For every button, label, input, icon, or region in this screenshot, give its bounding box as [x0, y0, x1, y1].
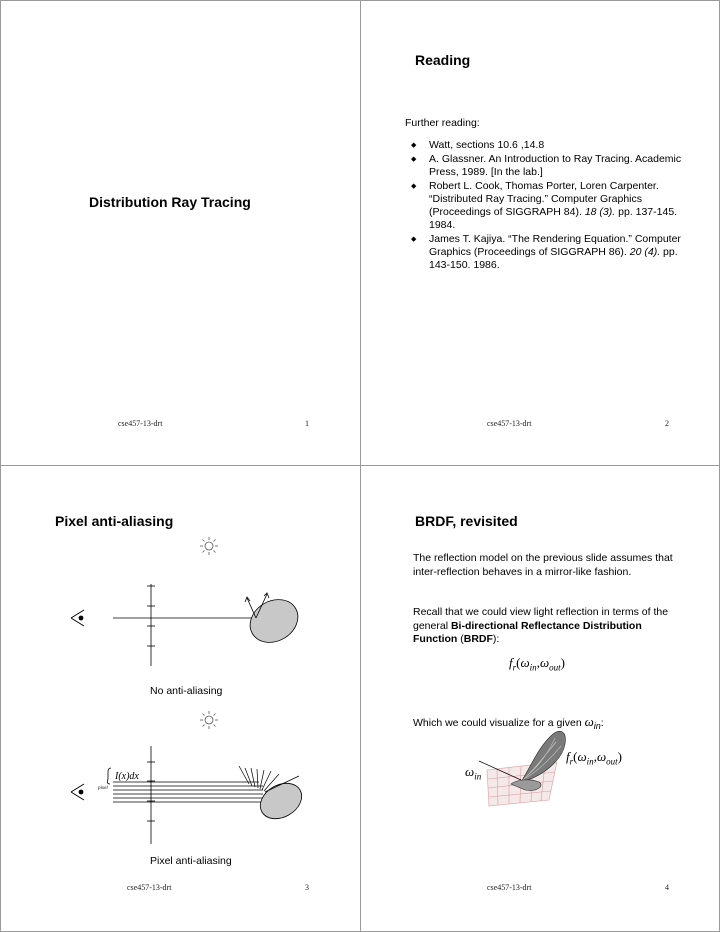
light-source-icon: [200, 711, 218, 729]
caption-pixel-aa: Pixel anti-aliasing: [150, 855, 232, 867]
slide-footer: cse457-13-drt: [487, 419, 532, 428]
page-number: 2: [665, 419, 669, 428]
paragraph: Which we could visualize for a given $\omega_{in}$:: [413, 714, 604, 732]
slide-footer: cse457-13-drt: [118, 419, 163, 428]
slide-4: [360, 465, 720, 932]
slide-2: [360, 0, 720, 466]
slide-3: [0, 465, 361, 932]
eye-icon: [71, 784, 84, 800]
list-item: ◆ James T. Kajiya. “The Rendering Equation.” Computer Graphics (Proceedings of SIGGRAPH 86). 20 (4). pp. 143-150. 1986.: [409, 233, 689, 272]
integral-icon: [107, 768, 111, 784]
slide-title: Pixel anti-aliasing: [55, 513, 174, 529]
page-number: 1: [305, 419, 309, 428]
lobe-formula-label: $f_r(\omega_{in},\omega_{out})$: [566, 749, 622, 767]
ray-bundle: [113, 782, 263, 802]
slide-title: Reading: [415, 52, 471, 68]
omega-in-label: $\omega_{in}$: [465, 764, 482, 782]
image-plane: [147, 584, 155, 666]
brdf-formula: $f_r(\omega_{in},\omega_{out})$: [509, 655, 565, 673]
list-item: ◆ A. Glassner. An Introduction to Ray Tracing. Academic Press, 1989. [In the lab.]: [409, 153, 689, 179]
paragraph: Recall that we could view light reflection in terms of the general Bi-directional Reflectance Distribution Function (BRDF):: [413, 606, 669, 645]
further-reading-label: Further reading:: [405, 117, 480, 129]
object-shape: [254, 776, 308, 826]
slide-title: BRDF, revisited: [415, 513, 518, 529]
reference-list: [409, 139, 689, 273]
paragraph: The reflection model on the previous slide assumes that inter-reflection behaves in a mirror-like fashion.: [413, 552, 673, 578]
reflection-lobe: [511, 731, 565, 790]
page-number: 3: [305, 883, 309, 892]
slide-footer: cse457-13-drt: [127, 883, 172, 892]
integral-label: I(x)dx: [115, 771, 139, 782]
slide-1: [0, 0, 361, 466]
caption-no-aa: No anti-aliasing: [150, 685, 223, 697]
brdf-lobe-figure: [361, 466, 720, 932]
image-plane: [147, 746, 155, 844]
object-shape: [242, 591, 305, 651]
page-number: 4: [665, 883, 669, 892]
eye-icon: [71, 610, 84, 626]
light-source-icon: [200, 537, 218, 555]
list-item: ◆ Robert L. Cook, Thomas Porter, Loren Carpenter. “Distributed Ray Tracing.” Computer Graphics (Proceedings of SIGGRAPH 84). 18 (3). pp. 137-145. 1984.: [409, 180, 689, 232]
slide-footer: cse457-13-drt: [487, 883, 532, 892]
integral-subscript: pixel: [98, 786, 108, 791]
slide-title: Distribution Ray Tracing: [89, 194, 251, 210]
list-item: ◆ Watt, sections 10.6 ,14.8: [409, 139, 689, 152]
